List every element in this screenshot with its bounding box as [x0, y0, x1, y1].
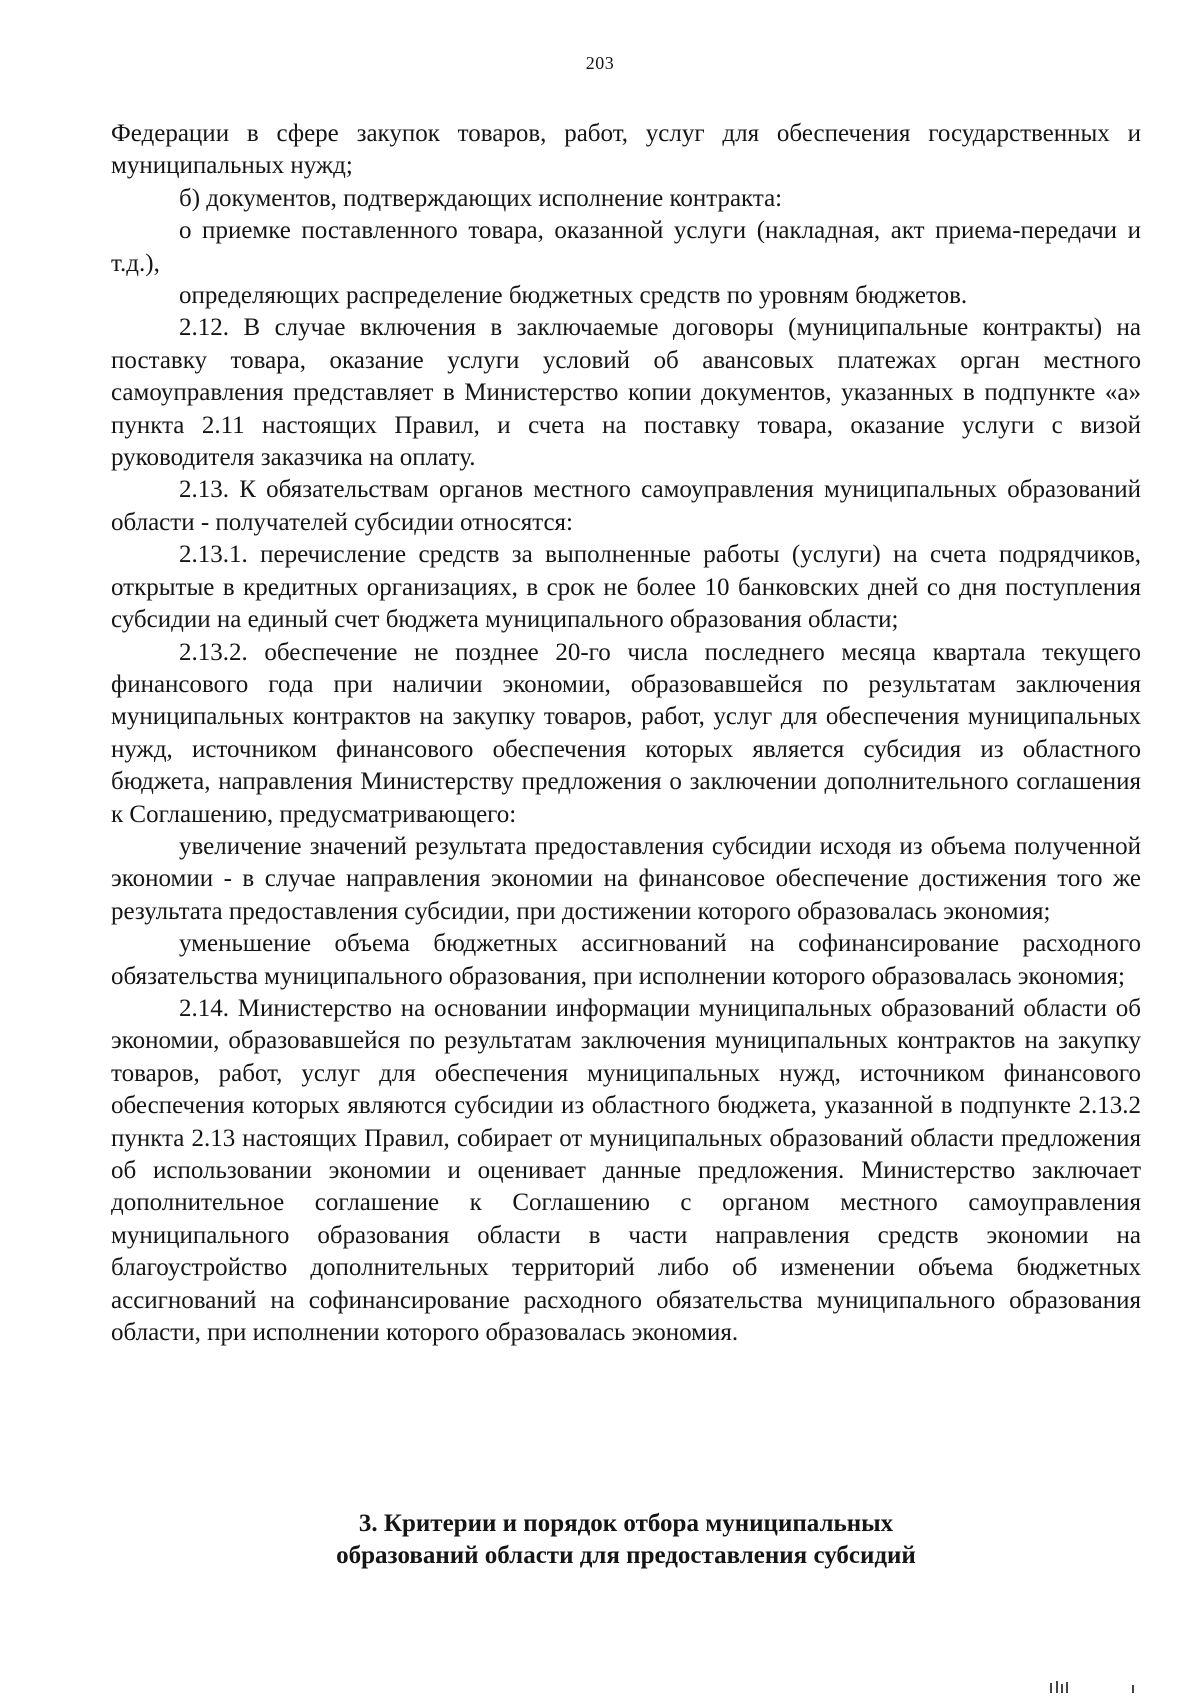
paragraph: уменьшение объема бюджетных ассигнований на софинансирование расходного обязательства муниципального образования, при исполнении которого образовалась экономия;: [111, 930, 1141, 990]
paragraph: о приемке поставленного товара, оказанной услуги (накладная, акт приема-передачи и т.д.),: [111, 217, 1141, 277]
section-heading: [111, 1508, 1141, 1572]
page-number: 203: [585, 53, 615, 73]
paragraph: Федерации в сфере закупок товаров, работ, услуг для обеспечения государственных и муниципальных нужд;: [111, 120, 1141, 180]
paragraph: 2.13.2. обеспечение не позднее 20-го числа последнего месяца квартала текущего финансового года при наличии экономии, образовавшейся по результатам заключения муниципальных контрактов на закупку товаров, работ, услуг для обеспечения муниципальных нужд, источником финансового обеспечения которых является субсидия из областного бюджета, направления Министерству предложения о заключении дополнительного соглашения к Соглашению, предусматривающего:: [111, 638, 1141, 828]
section-heading-line-2: образований области для предоставления субсидий: [336, 1542, 916, 1569]
paragraph: 2.13.1. перечисление средств за выполненные работы (услуги) на счета подрядчиков, открытые в кредитных организациях, в срок не более 10 банковских дней со дня поступления субсидии на единый счет бюджета муниципального образования области;: [111, 541, 1141, 634]
paragraph: увеличение значений результата предоставления субсидии исходя из объема полученной экономии - в случае направления экономии на финансовое обеспечение достижения того же результата предоставления субсидии, при достижении которого образовалась экономия;: [111, 832, 1141, 925]
document-body: [111, 118, 1141, 1349]
paragraph: определяющих распределение бюджетных средств по уровням бюджетов.: [179, 282, 968, 310]
paragraph: 2.14. Министерство на основании информации муниципальных образований области об экономии, образовавшейся по результатам заключения муниципальных контрактов на закупку товаров, работ, услуг для обеспечения муниципальных нужд, источником финансового обеспечения которых являются субсидии из областного бюджета, указанной в подпункте 2.13.2 пункта 2.13 настоящих Правил, собирает от муниципальных образований области предложения об использовании экономии и оценивает данные предложения. Министерство заключает дополнительное соглашение к Соглашению с органом местного самоуправления муниципального образования области в части направления средств экономии на благоустройство дополнительных территорий либо об изменении объема бюджетных ассигнований на софинансирование расходного обязательства муниципального образования области, при исполнении которого образовалась экономия.: [111, 994, 1141, 1347]
scan-artifact-marks: [1020, 1681, 1140, 1693]
section-heading-line-1: 3. Критерии и порядок отбора муниципальных: [358, 1510, 894, 1537]
paragraph: 2.12. В случае включения в заключаемые договоры (муниципальные контракты) на поставку товара, оказание услуги условий об авансовых платежах орган местного самоуправления представляет в Министерство копии документов, указанных в подпункте «а» пункта 2.11 настоящих Правил, и счета на поставку товара, оказание услуги с визой руководителя заказчика на оплату.: [111, 314, 1141, 472]
paragraph: 2.13. К обязательствам органов местного самоуправления муниципальных образований области - получателей субсидии относятся:: [111, 476, 1141, 536]
paragraph: б) документов, подтверждающих исполнение контракта:: [179, 184, 783, 212]
